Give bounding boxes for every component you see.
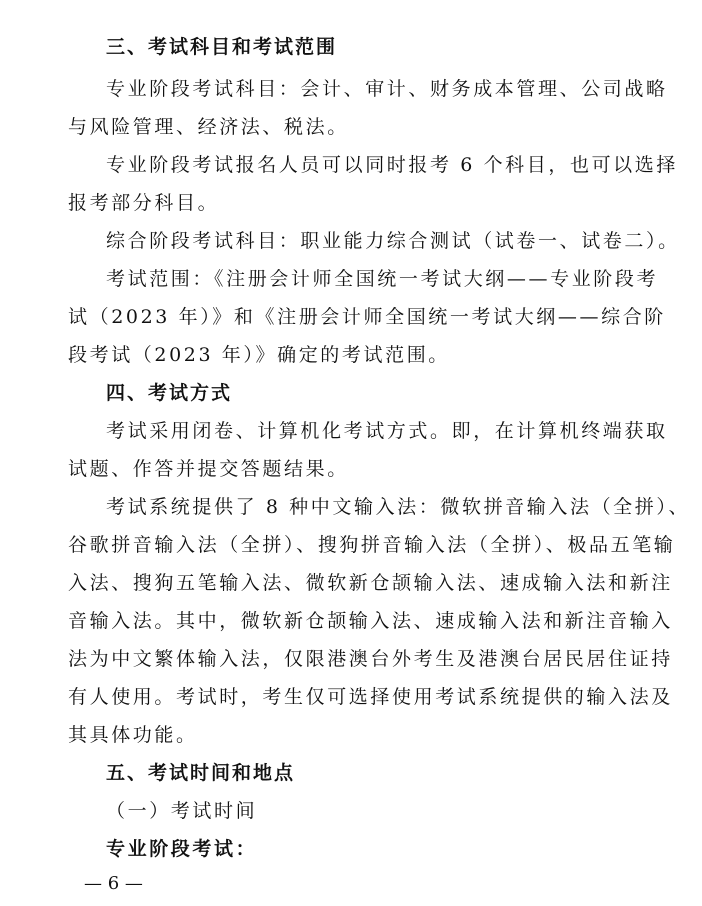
- section-3-paragraph-4-line-3: 段考试（2023 年）》确定的考试范围。: [68, 344, 450, 366]
- section-4-paragraph-2-line-3: 入法、搜狗五笔输入法、微软新仓颉输入法、速成输入法和新注: [68, 572, 673, 594]
- section-3-heading: 三、考试科目和考试范围: [106, 36, 338, 58]
- section-4-paragraph-1-line-2: 试题、作答并提交答题结果。: [68, 458, 349, 480]
- section-5-subheading-1: （一）考试时间: [106, 800, 258, 822]
- section-4-heading: 四、考试方式: [106, 382, 233, 404]
- section-3-paragraph-2-line-2: 报考部分科目。: [68, 192, 220, 214]
- section-5-exam-stage-label: 专业阶段考试：: [106, 838, 258, 860]
- section-4-paragraph-2-line-5: 法为中文繁体输入法，仅限港澳台外考生及港澳台居民居住证持: [68, 648, 673, 670]
- section-4-paragraph-2-line-1: 考试系统提供了 8 种中文输入法：微软拼音输入法（全拼）、: [106, 496, 691, 518]
- section-5-heading: 五、考试时间和地点: [106, 762, 296, 784]
- section-3-paragraph-1-line-2: 与风险管理、经济法、税法。: [68, 116, 349, 138]
- page-number: — 6 —: [84, 873, 143, 894]
- section-3-paragraph-2-line-1: 专业阶段考试报名人员可以同时报考 6 个科目，也可以选择: [106, 154, 678, 176]
- section-3-paragraph-4-line-1: 考试范围：《注册会计师全国统一考试大纲——专业阶段考: [106, 268, 659, 290]
- section-3-paragraph-3-line-1: 综合阶段考试科目：职业能力综合测试（试卷一、试卷二）。: [106, 230, 680, 252]
- section-4-paragraph-2-line-7: 其具体功能。: [68, 724, 198, 746]
- section-4-paragraph-1-line-1: 考试采用闭卷、计算机化考试方式。即，在计算机终端获取: [106, 420, 668, 442]
- section-4-paragraph-2-line-4: 音输入法。其中，微软新仓颉输入法、速成输入法和新注音输入: [68, 610, 673, 632]
- section-4-paragraph-2-line-2: 谷歌拼音输入法（全拼）、搜狗拼音输入法（全拼）、极品五笔输: [68, 534, 676, 556]
- section-3-paragraph-4-line-2: 试（2023 年）》和《注册会计师全国统一考试大纲——综合阶: [68, 306, 666, 328]
- section-4-paragraph-2-line-6: 有人使用。考试时，考生仅可选择使用考试系统提供的输入法及: [68, 686, 673, 708]
- section-3-paragraph-1-line-1: 专业阶段考试科目：会计、审计、财务成本管理、公司战略: [106, 78, 668, 100]
